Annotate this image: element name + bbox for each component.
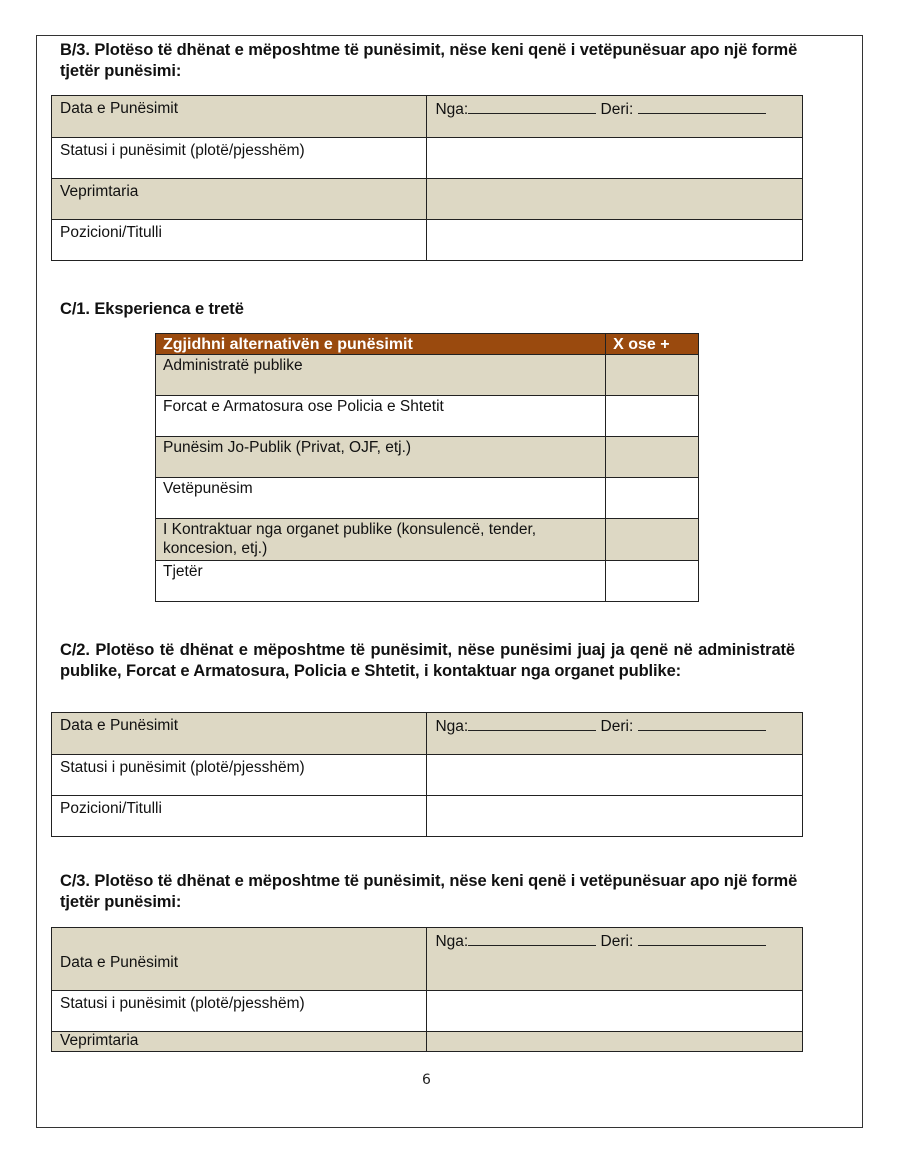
from-label: Nga: bbox=[435, 718, 469, 735]
mark-column-header: X ose + bbox=[606, 334, 699, 355]
option-row bbox=[156, 396, 699, 437]
c1-employment-options-table bbox=[155, 333, 699, 602]
row-label: Veprimtaria bbox=[52, 1032, 427, 1052]
option-mark-cell[interactable] bbox=[606, 396, 699, 437]
b3-row-position bbox=[52, 220, 803, 261]
from-label: Nga: bbox=[435, 933, 469, 950]
c3-row-activity bbox=[52, 1032, 803, 1052]
c2-row-status bbox=[52, 755, 803, 796]
option-label: I Kontraktuar nga organet publike (konsulencë, tender, koncesion, etj.) bbox=[156, 519, 606, 561]
row-label: Data e Punësimit bbox=[52, 96, 427, 138]
c2-employment-table bbox=[51, 712, 803, 837]
section-b3-heading: B/3. Plotëso të dhënat e mëposhtme të punësimit, nëse keni qenë i vetëpunësuar apo një formë tjetër punësimi: bbox=[60, 41, 798, 80]
position-input[interactable] bbox=[427, 796, 803, 837]
option-column-header: Zgjidhni alternativën e punësimit bbox=[156, 334, 606, 355]
option-row bbox=[156, 561, 699, 602]
c3-row-employment-date bbox=[52, 928, 803, 991]
option-label: Vetëpunësim bbox=[156, 478, 606, 519]
b3-row-activity bbox=[52, 179, 803, 220]
c3-row-status bbox=[52, 991, 803, 1032]
from-label: Nga: bbox=[435, 101, 469, 118]
option-label: Administratë publike bbox=[156, 355, 606, 396]
c2-row-employment-date bbox=[52, 713, 803, 755]
b3-row-employment-date bbox=[52, 96, 803, 138]
position-input[interactable] bbox=[427, 220, 803, 261]
page-number: 6 bbox=[422, 1072, 431, 1088]
option-row bbox=[156, 355, 699, 396]
date-range-field bbox=[427, 928, 803, 991]
c1-header-row bbox=[156, 334, 699, 355]
row-label: Statusi i punësimit (plotë/pjesshëm) bbox=[52, 991, 427, 1032]
section-c3-heading: C/3. Plotëso të dhënat e mëposhtme të punësimit, nëse keni qenë i vetëpunësuar apo një formë tjetër punësimi: bbox=[60, 872, 798, 911]
option-label: Forcat e Armatosura ose Policia e Shtetit bbox=[156, 396, 606, 437]
option-mark-cell[interactable] bbox=[606, 519, 699, 561]
from-date-input[interactable] bbox=[468, 99, 596, 114]
row-label: Pozicioni/Titulli bbox=[52, 220, 427, 261]
option-row bbox=[156, 519, 699, 561]
row-label: Statusi i punësimit (plotë/pjesshëm) bbox=[52, 138, 427, 179]
option-label: Punësim Jo-Publik (Privat, OJF, etj.) bbox=[156, 437, 606, 478]
from-date-input[interactable] bbox=[468, 716, 596, 731]
option-row bbox=[156, 478, 699, 519]
b3-row-status bbox=[52, 138, 803, 179]
option-mark-cell[interactable] bbox=[606, 478, 699, 519]
row-label: Pozicioni/Titulli bbox=[52, 796, 427, 837]
to-label: Deri: bbox=[600, 101, 634, 118]
option-row bbox=[156, 437, 699, 478]
to-date-input[interactable] bbox=[638, 99, 766, 114]
option-mark-cell[interactable] bbox=[606, 561, 699, 602]
activity-input[interactable] bbox=[427, 1032, 803, 1052]
row-label: Data e Punësimit bbox=[52, 713, 427, 755]
to-label: Deri: bbox=[600, 718, 634, 735]
status-input[interactable] bbox=[427, 755, 803, 796]
option-mark-cell[interactable] bbox=[606, 355, 699, 396]
status-input[interactable] bbox=[427, 138, 803, 179]
from-date-input[interactable] bbox=[468, 931, 596, 946]
to-date-input[interactable] bbox=[638, 716, 766, 731]
row-label: Data e Punësimit bbox=[52, 928, 427, 991]
row-label: Veprimtaria bbox=[52, 179, 427, 220]
c3-employment-table bbox=[51, 927, 803, 1052]
section-c1-heading: C/1. Eksperienca e tretë bbox=[60, 300, 244, 318]
date-range-field bbox=[427, 713, 803, 755]
status-input[interactable] bbox=[427, 991, 803, 1032]
to-date-input[interactable] bbox=[638, 931, 766, 946]
option-mark-cell[interactable] bbox=[606, 437, 699, 478]
c2-row-position bbox=[52, 796, 803, 837]
date-range-field bbox=[427, 96, 803, 138]
to-label: Deri: bbox=[600, 933, 634, 950]
option-label: Tjetër bbox=[156, 561, 606, 602]
row-label: Statusi i punësimit (plotë/pjesshëm) bbox=[52, 755, 427, 796]
b3-employment-table bbox=[51, 95, 803, 261]
activity-input[interactable] bbox=[427, 179, 803, 220]
section-c2-heading: C/2. Plotëso të dhënat e mëposhtme të punësimit, nëse punësimi juaj ja qenë në administratë publike, Forcat e Armatosura, Policia e Shtetit, i kontaktuar nga organet publike: bbox=[60, 641, 795, 680]
